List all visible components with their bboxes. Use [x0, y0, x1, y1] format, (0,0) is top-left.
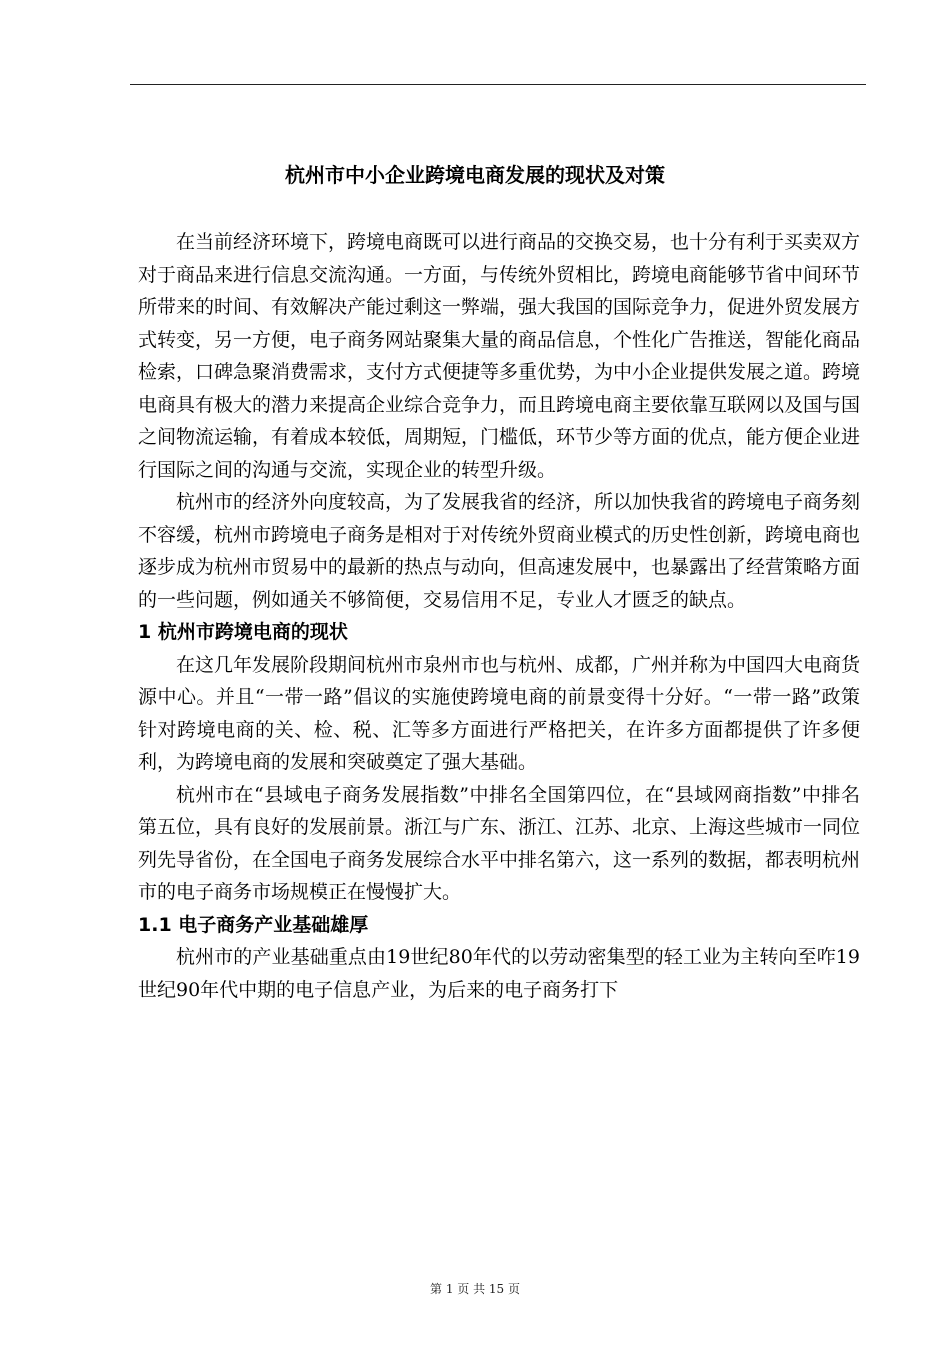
section-heading-1: 1 杭州市跨境电商的现状: [138, 621, 348, 643]
paragraph-section-1-1-a: 杭州市的产业基础重点由19世纪80年代的以劳动密集型的轻工业为主转向至咋19世纪90年代中期的电子信息产业，为后来的电子商务打下: [138, 946, 860, 1001]
header-rule: [130, 84, 866, 85]
paragraph-intro-1: 在当前经济环境下，跨境电商既可以进行商品的交换交易，也十分有利于买卖双方对于商品来进行信息交流沟通。一方面，与传统外贸相比，跨境电商能够节省中间环节所带来的时间、有效解决产能过剩这一弊端，强大我国的国际竞争力，促进外贸发展方式转变，另一方便，电子商务网站聚集大量的商品信息，个性化广告推送，智能化商品检索，口碑急聚消费需求，支付方式便捷等多重优势，为中小企业提供发展之道。跨境电商具有极大的潜力来提高企业综合竞争力，而且跨境电商主要依靠互联网以及国与国之间物流运输，有着成本较低，周期短，门槛低，环节少等方面的优点，能方便企业进行国际之间的沟通与交流，实现企业的转型升级。: [138, 231, 861, 481]
section-heading-1-1: 1.1 电子商务产业基础雄厚: [138, 913, 369, 936]
page-title: 杭州市中小企业跨境电商发展的现状及对策: [285, 163, 665, 187]
page-footer: 第 1 页 共 15 页: [430, 1282, 520, 1296]
paragraph-section-1-a: 在这几年发展阶段期间杭州市泉州市也与杭州、成都，广州并称为中国四大电商货源中心。并且“一带一路”倡议的实施使跨境电商的前景变得十分好。“一带一路”政策针对跨境电商的关、检、税、汇等多方面进行严格把关，在许多方面都提供了许多便利，为跨境电商的发展和突破奠定了强大基础。: [138, 653, 861, 773]
paragraph-intro-2: 杭州市的经济外向度较高，为了发展我省的经济，所以加快我省的跨境电子商务刻不容缓，杭州市跨境电子商务是相对于对传统外贸商业模式的历史性创新，跨境电商也逐步成为杭州市贸易中的最新的热点与动向，但高速发展中，也暴露出了经营策略方面的一些问题，例如通关不够简便，交易信用不足，专业人才匮乏的缺点。: [138, 491, 861, 611]
document-body: [138, 226, 860, 1006]
paragraph-section-1-b: 杭州市在“县域电子商务发展指数”中排名全国第四位，在“县域网商指数”中排名第五位，具有良好的发展前景。浙江与广东、浙江、江苏、北京、上海这些城市一同位列先导省份，在全国电子商务发展综合水平中排名第六，这一系列的数据，都表明杭州市的电子商务市场规模正在慢慢扩大。: [138, 783, 861, 903]
